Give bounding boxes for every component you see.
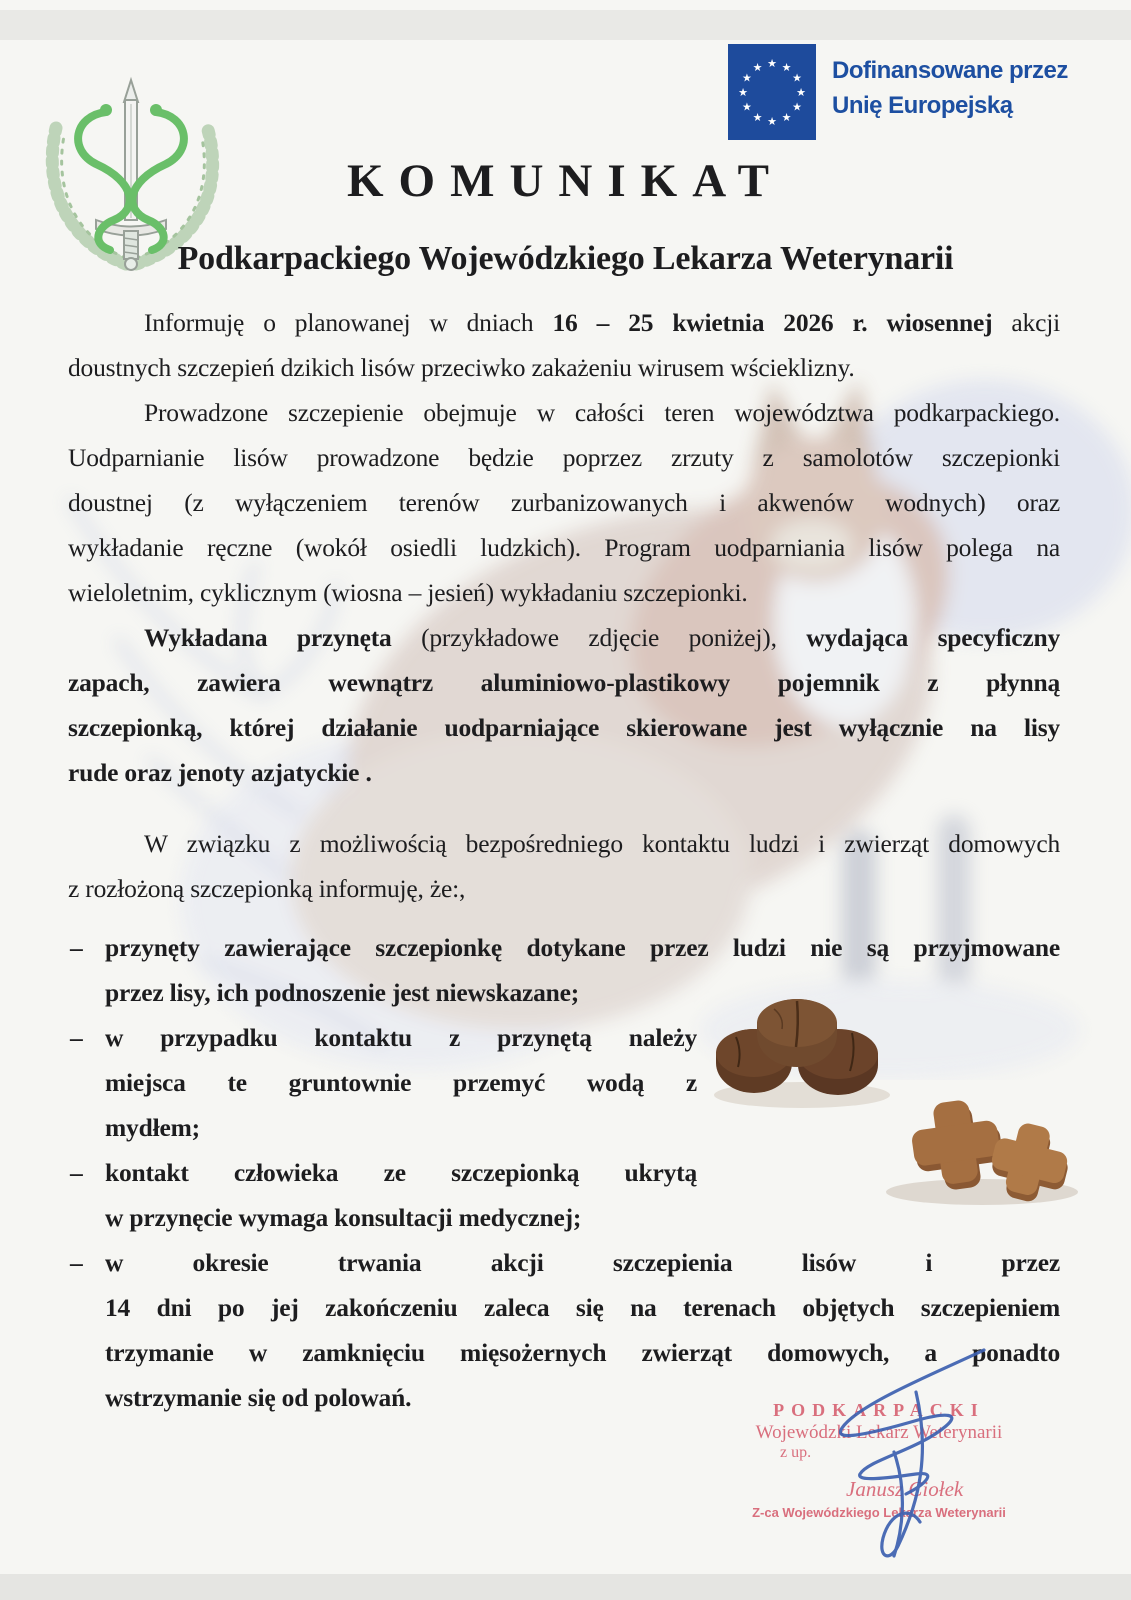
paragraph-dates: Informuję o planowanej w dniach 16 – 25 kwietnia 2026 r. wiosennej akcji doustnych szczepień dzikich lisów przeciwko zakażeniu wirusem wścieklizny. <box>68 308 1060 382</box>
svg-text:★: ★ <box>796 86 806 99</box>
bullet-dash: – <box>70 1023 83 1052</box>
svg-text:★: ★ <box>738 86 748 99</box>
page-subtitle: Podkarpackiego Wojewódzkiego Lekarza Weterynarii <box>177 240 954 277</box>
eu-flag-icon <box>728 44 816 140</box>
svg-text:★: ★ <box>767 57 777 70</box>
stamp-authorization: z up. <box>780 1444 812 1461</box>
bullet-dash: – <box>70 933 83 962</box>
svg-text:★: ★ <box>741 71 752 85</box>
stamp-office: Wojewódzki Lekarz Weterynarii <box>755 1422 1003 1443</box>
svg-text:★: ★ <box>752 111 763 125</box>
stamp-signer-name: Janusz Ciołek <box>846 1477 964 1501</box>
scan-artifact-band-bottom <box>0 1574 1131 1600</box>
list-item: – w okresie trwania akcji szczepienia lisów i przez 14 dni po jej zakończeniu zaleca się na terenach objętych szczepieniem trzymanie w zamknięciu mięsożernych zwierząt domowych, a ponadto wstrzymanie się od polowań. <box>68 1240 1060 1420</box>
svg-text:★: ★ <box>792 71 803 85</box>
svg-text:★: ★ <box>781 60 792 74</box>
page-title: KOMUNIKAT <box>346 155 784 207</box>
svg-text:★: ★ <box>792 100 803 114</box>
svg-text:★: ★ <box>781 111 792 125</box>
paragraph-territory: Prowadzone szczepienie obejmuje w całości teren województwa podkarpackiego. Uodparnianie lisów prowadzone będzie poprzez zrzuty z samolotów szczepionki doustnej (z wyłączeniem terenów zurbanizowanych i akwenów wodnych) oraz wykładanie ręczne (wokół osiedli ludzkich). Program uodparniania lisów polega na wieloletnim, cyklicznym (wiosna – jesień) wykładaniu szczepionki. <box>68 398 1060 607</box>
announcement-body <box>68 300 1060 1420</box>
stamp-signer-title: Z-ca Wojewódzkiego Lekarza Weterynarii <box>752 1505 1006 1520</box>
handwritten-signature <box>798 1332 998 1572</box>
eu-funding-line1: Dofinansowane przez <box>832 57 1068 84</box>
svg-text:★: ★ <box>741 100 752 114</box>
stamp-region: PODKARPACKI <box>773 1400 985 1420</box>
eu-funding-text <box>832 44 1068 140</box>
svg-text:★: ★ <box>752 60 763 74</box>
eu-funding-line2: Unię Europejską <box>832 92 1013 119</box>
svg-text:★: ★ <box>767 115 777 128</box>
paragraph-bait-description: Wykładana przynęta (przykładowe zdjęcie poniżej), wydająca specyficzny zapach, zawiera wewnątrz aluminiowo-plastikowy pojemnik z płynną szczepionką, której działanie uodparniające skierowane jest wyłącznie na lisy rude oraz jenoty azjatyckie . <box>68 623 1060 787</box>
eu-funding-block <box>728 44 1068 140</box>
bullet-dash: – <box>70 1158 83 1187</box>
bullet-dash: – <box>70 1248 83 1277</box>
list-item: – w przypadku kontaktu z przynętą należy miejsca te gruntownie przemyć wodą z mydłem; <box>68 1015 1060 1150</box>
paragraph-contact-warning: W związku z możliwością bezpośredniego kontaktu ludzi i zwierząt domowych z rozłożoną szczepionką informuję, że:, <box>68 829 1060 903</box>
list-item: – kontakt człowieka ze szczepionką ukrytą w przynęcie wymaga konsultacji medycznej; <box>68 1150 1060 1240</box>
list-item: – przynęty zawierające szczepionkę dotykane przez ludzi nie są przyjmowane przez lisy, ich podnoszenie jest niewskazane; <box>68 925 1060 1015</box>
scan-artifact-band-top <box>0 10 1131 40</box>
